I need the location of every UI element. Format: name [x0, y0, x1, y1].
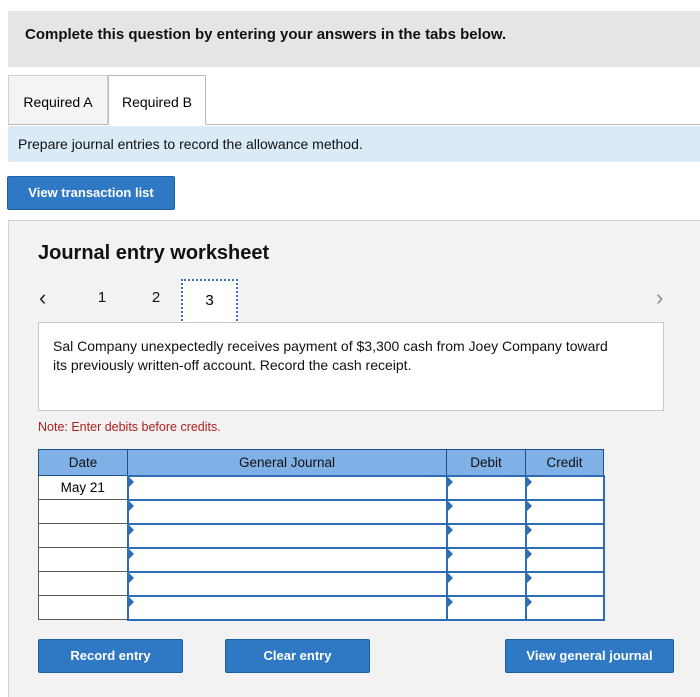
date-header: Date	[39, 450, 128, 476]
instruction-bar	[8, 11, 700, 67]
date-cell[interactable]	[39, 500, 128, 524]
date-cell[interactable]	[39, 548, 128, 572]
worksheet-title: Journal entry worksheet	[38, 242, 270, 264]
table-row	[39, 500, 604, 524]
account-input[interactable]	[128, 596, 447, 620]
table-row	[39, 572, 604, 596]
date-cell[interactable]	[39, 596, 128, 620]
credit-input[interactable]	[526, 476, 604, 500]
debit-input[interactable]	[447, 524, 526, 548]
record-entry-button[interactable]: Record entry	[38, 639, 183, 673]
view-general-journal-button[interactable]: View general journal	[505, 639, 674, 673]
table-row	[39, 548, 604, 572]
journal-table	[38, 449, 605, 621]
credit-input[interactable]	[526, 524, 604, 548]
table-row	[39, 476, 604, 500]
date-cell[interactable]	[39, 572, 128, 596]
account-input[interactable]	[128, 572, 447, 596]
table-row	[39, 524, 604, 548]
prompt-text: Prepare journal entries to record the allowance method.	[18, 136, 363, 152]
debit-input[interactable]	[447, 548, 526, 572]
debit-input[interactable]	[447, 596, 526, 620]
journal-worksheet	[8, 220, 700, 697]
credit-header: Credit	[526, 450, 604, 476]
tab-label: Required B	[121, 94, 193, 110]
scenario-text: Sal Company unexpectedly receives payment of $3,300 cash from Joey Company toward its previously written-off account. Record the cash receipt.	[53, 338, 608, 373]
page-2-link[interactable]: 2	[151, 289, 161, 306]
clear-entry-button[interactable]: Clear entry	[225, 639, 370, 673]
credit-input[interactable]	[526, 596, 604, 620]
scenario-box	[38, 322, 664, 411]
debit-input[interactable]	[447, 572, 526, 596]
debit-input[interactable]	[447, 476, 526, 500]
journal-header-row	[39, 450, 604, 476]
chevron-left-icon[interactable]: ‹	[39, 285, 47, 310]
date-cell[interactable]	[39, 524, 128, 548]
tab-required-b[interactable]	[108, 75, 206, 125]
credit-input[interactable]	[526, 572, 604, 596]
tab-label: Required A	[23, 94, 93, 110]
table-row	[39, 596, 604, 620]
general-journal-header: General Journal	[128, 450, 447, 476]
account-input[interactable]	[128, 524, 447, 548]
prompt-bar	[8, 126, 700, 162]
account-input[interactable]	[128, 548, 447, 572]
account-input[interactable]	[128, 500, 447, 524]
debit-input[interactable]	[447, 500, 526, 524]
view-transaction-list-button[interactable]: View transaction list	[7, 176, 175, 210]
page-3-link[interactable]: 3	[181, 279, 238, 325]
debit-header: Debit	[447, 450, 526, 476]
chevron-right-icon[interactable]: ›	[656, 285, 664, 310]
date-cell[interactable]: May 21	[39, 476, 128, 500]
account-input[interactable]	[128, 476, 447, 500]
debits-note: Note: Enter debits before credits.	[38, 420, 221, 434]
credit-input[interactable]	[526, 548, 604, 572]
tab-required-a[interactable]	[8, 75, 108, 125]
credit-input[interactable]	[526, 500, 604, 524]
instruction-text: Complete this question by entering your answers in the tabs below.	[25, 26, 507, 43]
page-1-link[interactable]: 1	[97, 289, 107, 306]
